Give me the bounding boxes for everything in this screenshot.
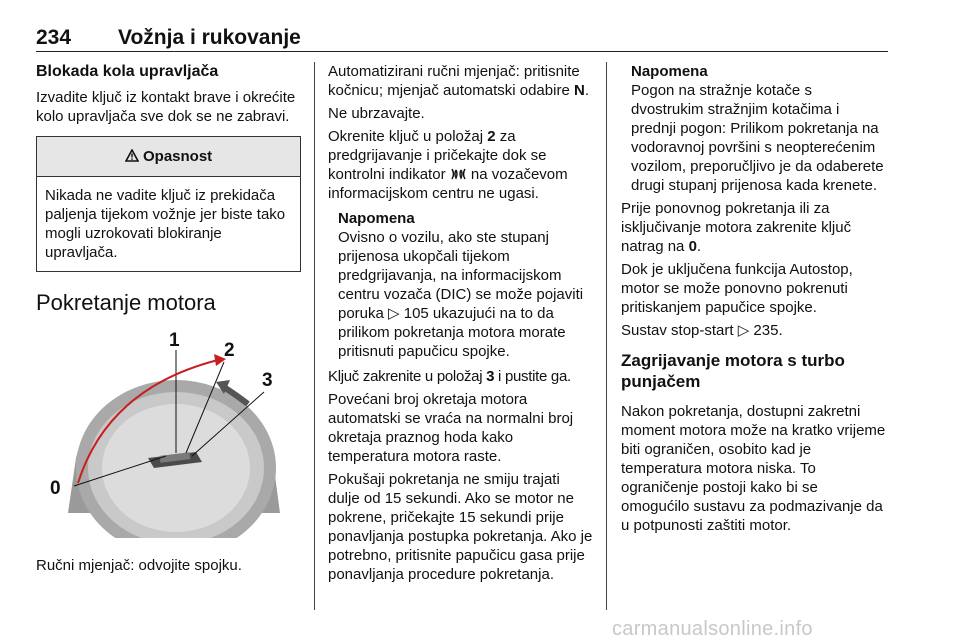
figure-caption: Ručni mjenjač: odvojite spojku. [36, 557, 242, 574]
text-run: za predgrijavanje i pričekajte dok se kontrolni indikator [328, 128, 547, 183]
paragraph: Nakon pokretanja, dostupni zakretni moment motora može na kratko vrijeme biti ograničen, osobito kad je temperatura motora niska. To ograničenje postoji kako bi se omogućilo sustavu za podmazivanje da u potpunosti zaštiti motor. [621, 403, 886, 534]
note-title: Napomena [631, 63, 708, 80]
paragraph: Ne ubrzavajte. [328, 105, 425, 122]
note-title: Napomena [338, 210, 415, 227]
text-run: Okrenite ključ u položaj [328, 128, 488, 145]
position-label-0: 0 [50, 478, 61, 499]
page-number: 234 [36, 26, 72, 49]
text-run: . [584, 82, 589, 99]
paragraph [328, 127, 593, 203]
position-label-1: 1 [169, 330, 180, 351]
paragraph [621, 199, 886, 256]
paragraph: Izvadite ključ iz kontakt brave i okrećite kolo upravljača sve dok se ne zabravi. [36, 89, 296, 125]
column-right [621, 62, 886, 535]
text-run-bold: 2 [487, 128, 496, 145]
text-run-bold: 3 [486, 368, 495, 385]
section-title-engine-start: Pokretanje motora [36, 290, 216, 315]
watermark: carmanualsonline.info [612, 618, 813, 640]
danger-text: Nikada ne vadite ključ iz prekidača paljenja tijekom vožnje jer biste tako mogli uzrokovati blokiranje upravljača. [45, 187, 286, 261]
text-run: i pustite ga. [494, 368, 571, 385]
danger-header [37, 137, 300, 177]
paragraph: Povećani broj okretaja motora automatski se vraća na normalni broj okretaja praznog hoda kako temperatura motora raste. [328, 391, 574, 465]
note-box [328, 209, 593, 361]
column-left [36, 62, 301, 575]
note-text: Pogon na stražnje kotače s dvostrukim stražnjim kotačima i prednji pogon: Prilikom pokretanja na vodoravnoj površini s neopterećenim vozilom, preporučljivo je da odaberete drugi stupanj prijenosa kada krenete. [631, 82, 884, 194]
warning-triangle-icon [125, 148, 143, 165]
section-heading-steering-lock: Blokada kola upravljača [36, 63, 219, 80]
text-run: . [696, 238, 702, 255]
column-middle [328, 62, 593, 584]
text-run: na vozačevom informacijskom centru ne ugasi. [328, 166, 568, 202]
note-box [621, 62, 886, 195]
paragraph [328, 367, 593, 386]
danger-box [36, 136, 301, 272]
page-header [36, 22, 888, 52]
paragraph: Pokušaji pokretanja ne smiju trajati dulje od 15 sekundi. Ako se motor ne pokrene, pričekajte 15 sekundi prije ponavljanja postupka pokretanja. Ako je potrebno, pritisnite papučicu gasa prije ponavljanja procedure pokretanja. [328, 471, 593, 583]
glow-plug-icon [450, 166, 467, 183]
text-run: Prije ponovnog pokretanja ili za isključivanje motora zakrenite ključ natrag na [621, 200, 852, 255]
chapter-title: Vožnja i rukovanje [118, 26, 301, 49]
text-run: Automatizirani ručni mjenjač: pritisnite kočnicu; mjenjač automatski odabire [328, 63, 580, 99]
paragraph [328, 62, 593, 100]
ignition-switch-figure [36, 328, 301, 538]
cross-reference: Sustav stop-start ▷ 235. [621, 322, 783, 339]
danger-title: Opasnost [142, 148, 213, 165]
position-label-2: 2 [224, 340, 235, 361]
text-run-bold: 0 [688, 238, 697, 255]
paragraph: Dok je uključena funkcija Autostop, motor se može ponovno pokrenuti pritiskanjem papučice spojke. [621, 261, 853, 316]
text-run: Ključ zakrenite u položaj [328, 368, 487, 385]
column-divider [314, 62, 315, 610]
note-text: Ovisno o vozilu, ako ste stupanj prijenosa ukopčali tijekom predgrijavanja, na informacijskom centru vozača (DIC) se može pojaviti poruka ▷ 105 ukazujući na to da prilikom pokretanja motora morate pritisnuti papučicu spojke. [338, 229, 584, 360]
text-run-bold: N [573, 82, 585, 99]
position-label-3: 3 [262, 370, 273, 391]
column-divider [606, 62, 607, 610]
section-heading-turbo-warmup: Zagrijavanje motora s turbo punjačem [621, 351, 845, 391]
